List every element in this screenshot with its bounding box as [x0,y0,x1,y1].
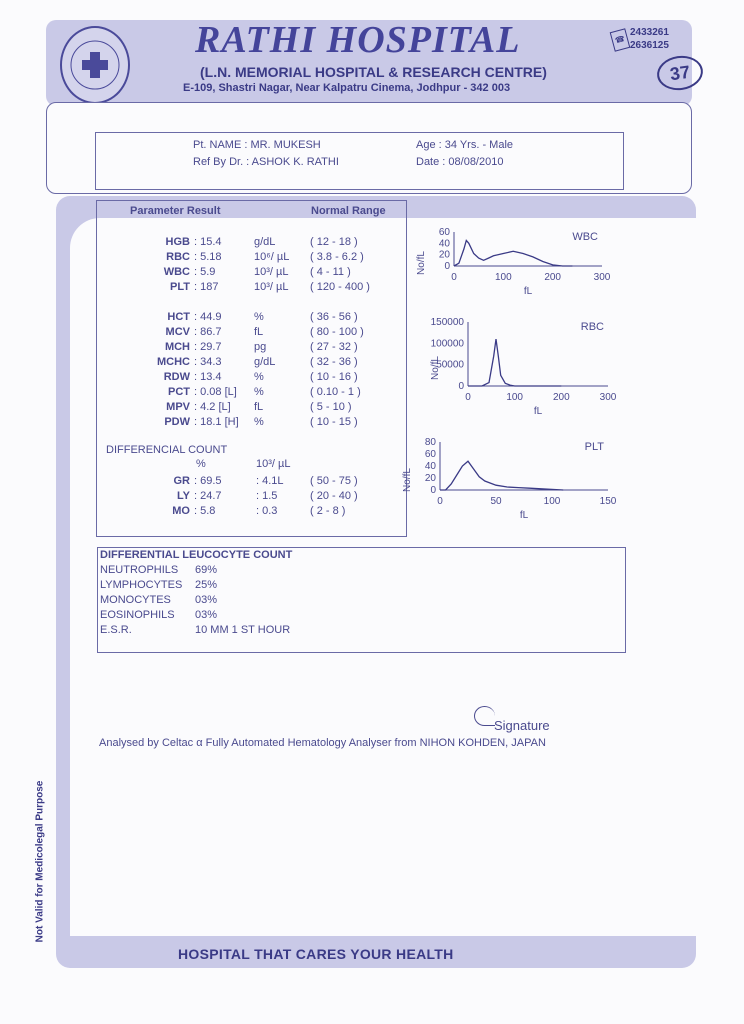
y-tick-label: 40 [424,461,436,472]
y-tick-label: 0 [458,381,464,392]
param-value: : 13.4 [194,371,222,383]
footer-tagline: HOSPITAL THAT CARES YOUR HEALTH [178,946,454,962]
phone-1: 2433261 [630,27,669,38]
hospital-logo [60,26,130,104]
dlc-name: MONOCYTES [100,594,171,606]
x-tick-label: 100 [543,496,561,507]
dlc-name: EOSINOPHILS [100,609,175,621]
diff-value: : 69.5 [194,475,222,487]
diff-abs: : 0.3 [256,505,278,517]
y-tick-label: 0 [444,261,450,272]
x-tick-label: 300 [599,392,617,403]
x-tick-label: 150 [599,496,617,507]
diff-value: : 5.8 [194,505,216,517]
x-axis-label: fL [533,406,543,417]
histogram-curve [468,339,561,386]
param-value: : 44.9 [194,311,222,323]
diff-percent-header: % [196,458,206,470]
phone-2: 2636125 [630,40,669,51]
diff-count-title: DIFFERENCIAL COUNT [106,444,228,456]
y-axis-label: No/fL [430,356,441,380]
param-value: : 0.08 [L] [194,386,237,398]
x-axis-label: fL [523,286,533,297]
param-name: HGB [165,236,190,248]
param-unit: % [254,371,264,383]
y-axis-label: No/fL [416,251,427,275]
histogram-curve [454,241,572,267]
diff-range: ( 2 - 8 ) [310,505,346,517]
analyser-note: Analysed by Celtac α Fully Automated Hematology Analyser from NIHON KOHDEN, JAPAN [99,737,546,749]
param-value: : 15.4 [194,236,222,248]
y-tick-label: 20 [424,473,436,484]
y-tick-label: 60 [438,227,450,238]
dlc-name: LYMPHOCYTES [100,579,183,591]
param-value: : 4.2 [L] [194,401,231,413]
param-range: ( 12 - 18 ) [310,236,358,248]
x-tick-label: 100 [506,392,524,403]
histogram-curve [440,461,563,490]
param-range: ( 3.8 - 6.2 ) [310,251,364,263]
param-value: : 86.7 [194,326,222,338]
col-normal-range: Normal Range [311,205,386,217]
y-tick-label: 40 [438,238,450,250]
dlc-value: 69% [195,564,218,576]
dlc-value: 03% [195,594,218,606]
param-unit: % [254,311,264,323]
x-tick-label: 200 [552,392,570,403]
diff-abs: : 1.5 [256,490,278,502]
x-tick-label: 100 [494,272,512,283]
y-axis-label: No/fL [402,468,413,492]
x-tick-label: 0 [451,272,457,283]
param-unit: pg [254,341,267,353]
report-date: Date : 08/08/2010 [416,156,504,168]
param-range: ( 10 - 16 ) [310,371,358,383]
param-unit: fL [254,326,264,338]
diff-abs-header: 10³/ µL [256,458,291,470]
param-name: PCT [168,386,190,398]
param-value: : 34.3 [194,356,222,368]
chart-title: RBC [580,321,604,333]
param-range: ( 36 - 56 ) [310,311,358,323]
y-tick-label: 100000 [430,338,464,350]
x-tick-label: 0 [437,496,443,507]
param-unit: g/dL [254,236,276,248]
page-number: 37 [655,53,705,93]
diff-abs: : 4.1L [256,475,284,487]
param-unit: 10³/ µL [254,281,289,293]
patient-name: Pt. NAME : MR. MUKESH [193,139,321,151]
logo-emblem [62,28,128,102]
x-tick-label: 200 [544,272,562,283]
x-tick-label: 0 [465,392,471,403]
param-value: : 18.1 [H] [194,416,239,428]
dlc-value: 03% [195,609,218,621]
param-name: MCV [165,326,190,338]
y-tick-label: 80 [424,437,436,448]
param-range: ( 120 - 400 ) [310,281,370,293]
param-value: : 187 [194,281,219,293]
patient-box [95,132,624,190]
dlc-value: 10 MM 1 ST HOUR [195,624,291,636]
x-tick-label: 300 [593,272,611,283]
param-range: ( 32 - 36 ) [310,356,358,368]
param-range: ( 80 - 100 ) [310,326,364,338]
chart-title: PLT [584,441,604,453]
y-tick-label: 60 [424,449,436,460]
dlc-value: 25% [195,579,218,591]
param-name: MCH [164,341,190,353]
dlc-title: DIFFERENTIAL LEUCOCYTE COUNT [100,549,293,561]
param-value: : 5.9 [194,266,216,278]
param-unit: % [254,386,264,398]
param-value: : 29.7 [194,341,222,353]
histogram-panel [402,218,624,530]
medicolegal-note: Not Valid for Medicolegal Purpose [34,780,46,943]
signature-mark [474,706,495,726]
diff-name: MO [172,505,190,517]
col-parameter-result: Parameter Result [130,205,221,217]
param-range: ( 27 - 32 ) [310,341,358,353]
param-range: ( 4 - 11 ) [310,266,351,278]
param-unit: 10⁶/ µL [254,251,290,263]
param-name: MPV [166,401,190,413]
x-tick-label: 50 [490,496,502,507]
param-unit: % [254,416,264,428]
diff-value: : 24.7 [194,490,222,502]
dlc-name: E.S.R. [100,624,132,636]
dlc-name: NEUTROPHILS [100,564,179,576]
param-name: PDW [164,416,190,428]
dlc-panel [97,547,626,653]
diff-range: ( 20 - 40 ) [310,490,358,502]
referring-doctor: Ref By Dr. : ASHOK K. RATHI [193,156,339,168]
y-tick-label: 20 [438,249,450,261]
hospital-title: RATHI HOSPITAL [195,19,521,61]
signature-label: Signature [494,718,550,733]
param-value: : 5.18 [194,251,222,263]
patient-age: Age : 34 Yrs. - Male [416,139,514,151]
param-unit: g/dL [254,356,276,368]
y-tick-label: 0 [430,485,436,496]
phone-numbers [630,26,669,52]
param-range: ( 10 - 15 ) [310,416,358,428]
diff-name: LY [176,490,190,502]
param-name: RDW [163,371,190,383]
param-unit: fL [254,401,264,413]
param-name: HCT [167,311,190,323]
param-name: MCHC [157,356,190,368]
param-unit: 10³/ µL [254,266,289,278]
hospital-address: E-109, Shastri Nagar, Near Kalpatru Cinema, Jodhpur - 342 003 [183,82,511,94]
hospital-subtitle: (L.N. MEMORIAL HOSPITAL & RESEARCH CENTRE) [200,64,547,80]
x-axis-label: fL [519,510,529,521]
param-name: RBC [166,251,190,263]
y-tick-label: 50000 [436,359,464,371]
param-name: WBC [163,266,190,278]
param-name: PLT [170,281,190,293]
y-tick-label: 150000 [430,317,464,328]
diff-range: ( 50 - 75 ) [310,475,358,487]
param-range: ( 0.10 - 1 ) [310,386,361,398]
param-range: ( 5 - 10 ) [310,401,352,413]
diff-name: GR [173,475,190,487]
chart-title: WBC [572,231,598,243]
phone-icon: ☎ [610,28,631,51]
